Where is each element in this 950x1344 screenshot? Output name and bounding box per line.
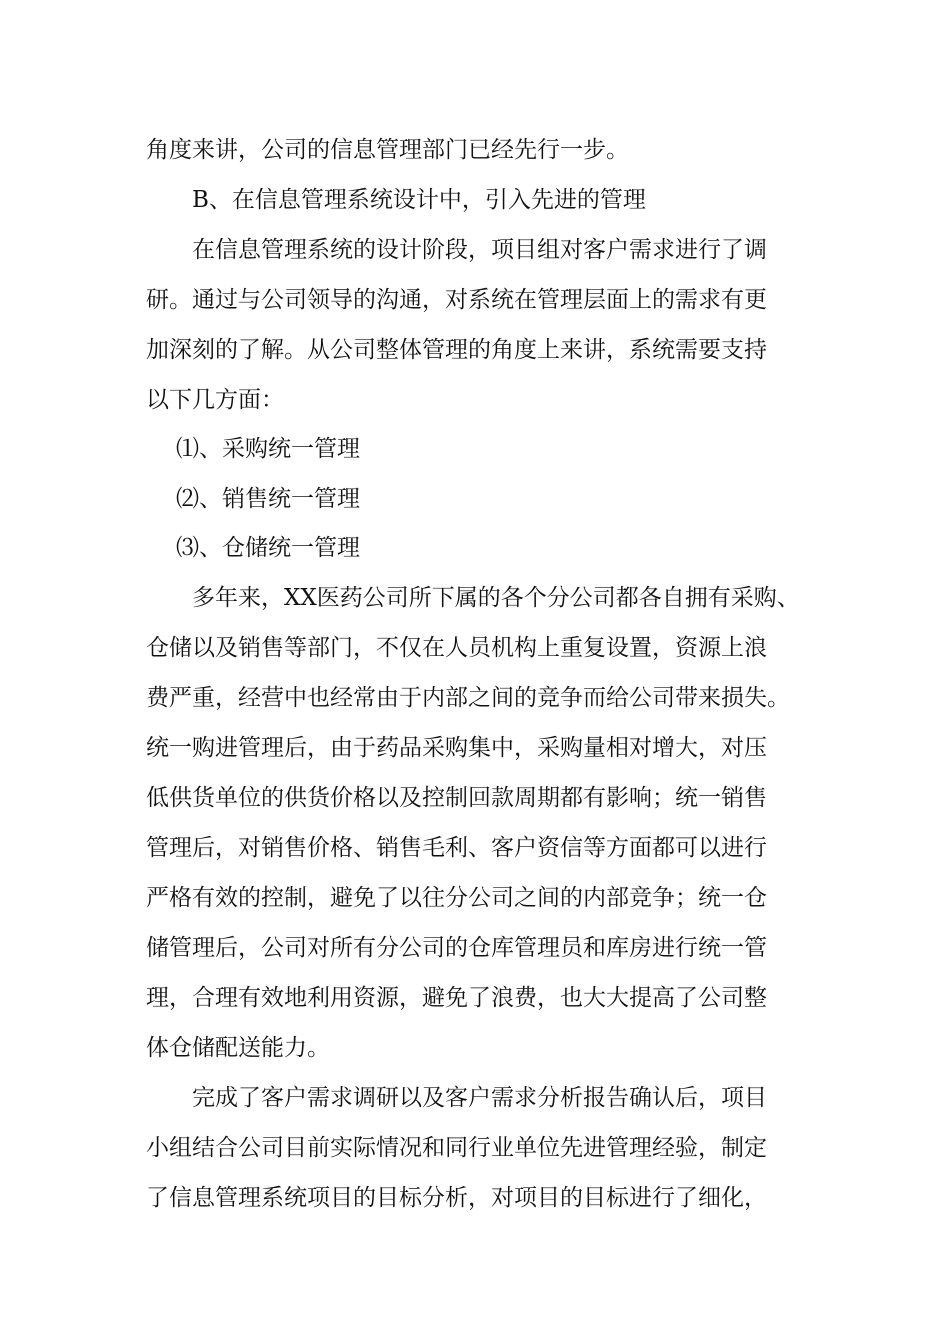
list-item: ⑴、采购统一管理 [176,436,360,462]
text-line: 管理后，对销售价格、销售毛利、客户资信等方面都可以进行 [146,835,767,861]
text-line: 统一购进管理后，由于药品采购集中，采购量相对增大，对压 [146,735,767,761]
text-line: 小组结合公司目前实际情况和同行业单位先进管理经验，制定 [146,1135,767,1161]
text-line: 研。通过与公司领导的沟通，对系统在管理层面上的需求有更 [146,287,767,313]
text-line: 以下几方面： [146,387,284,413]
list-item: ⑵、销售统一管理 [176,486,360,512]
text-line: 角度来讲，公司的信息管理部门已经先行一步。 [146,137,629,163]
text-line: 仓储以及销售等部门，不仅在人员机构上重复设置，资源上浪 [146,635,767,661]
text-line: 费严重，经营中也经常由于内部之间的竞争而给公司带来损失。 [146,685,790,711]
text-line: 储管理后，公司对所有分公司的仓库管理员和库房进行统一管 [146,935,767,961]
text-line: 多年来，XX医药公司所下属的各个分公司都各自拥有采购、 [192,585,800,611]
text-line: 在信息管理系统的设计阶段，项目组对客户需求进行了调 [192,237,767,263]
text-line: 严格有效的控制，避免了以往分公司之间的内部竞争；统一仓 [146,885,767,911]
section-heading: B、在信息管理系统设计中，引入先进的管理 [192,187,646,213]
text-line: 了信息管理系统项目的目标分析，对项目的目标进行了细化， [146,1185,767,1211]
text-line: 体仓储配送能力。 [146,1035,330,1061]
text-line: 理，合理有效地利用资源，避免了浪费，也大大提高了公司整 [146,985,767,1011]
text-line: 加深刻的了解。从公司整体管理的角度上来讲，系统需要支持 [146,337,767,363]
text-line: 完成了客户需求调研以及客户需求分析报告确认后，项目 [192,1085,767,1111]
text-line: 低供货单位的供货价格以及控制回款周期都有影响；统一销售 [146,785,767,811]
list-item: ⑶、仓储统一管理 [176,535,360,561]
